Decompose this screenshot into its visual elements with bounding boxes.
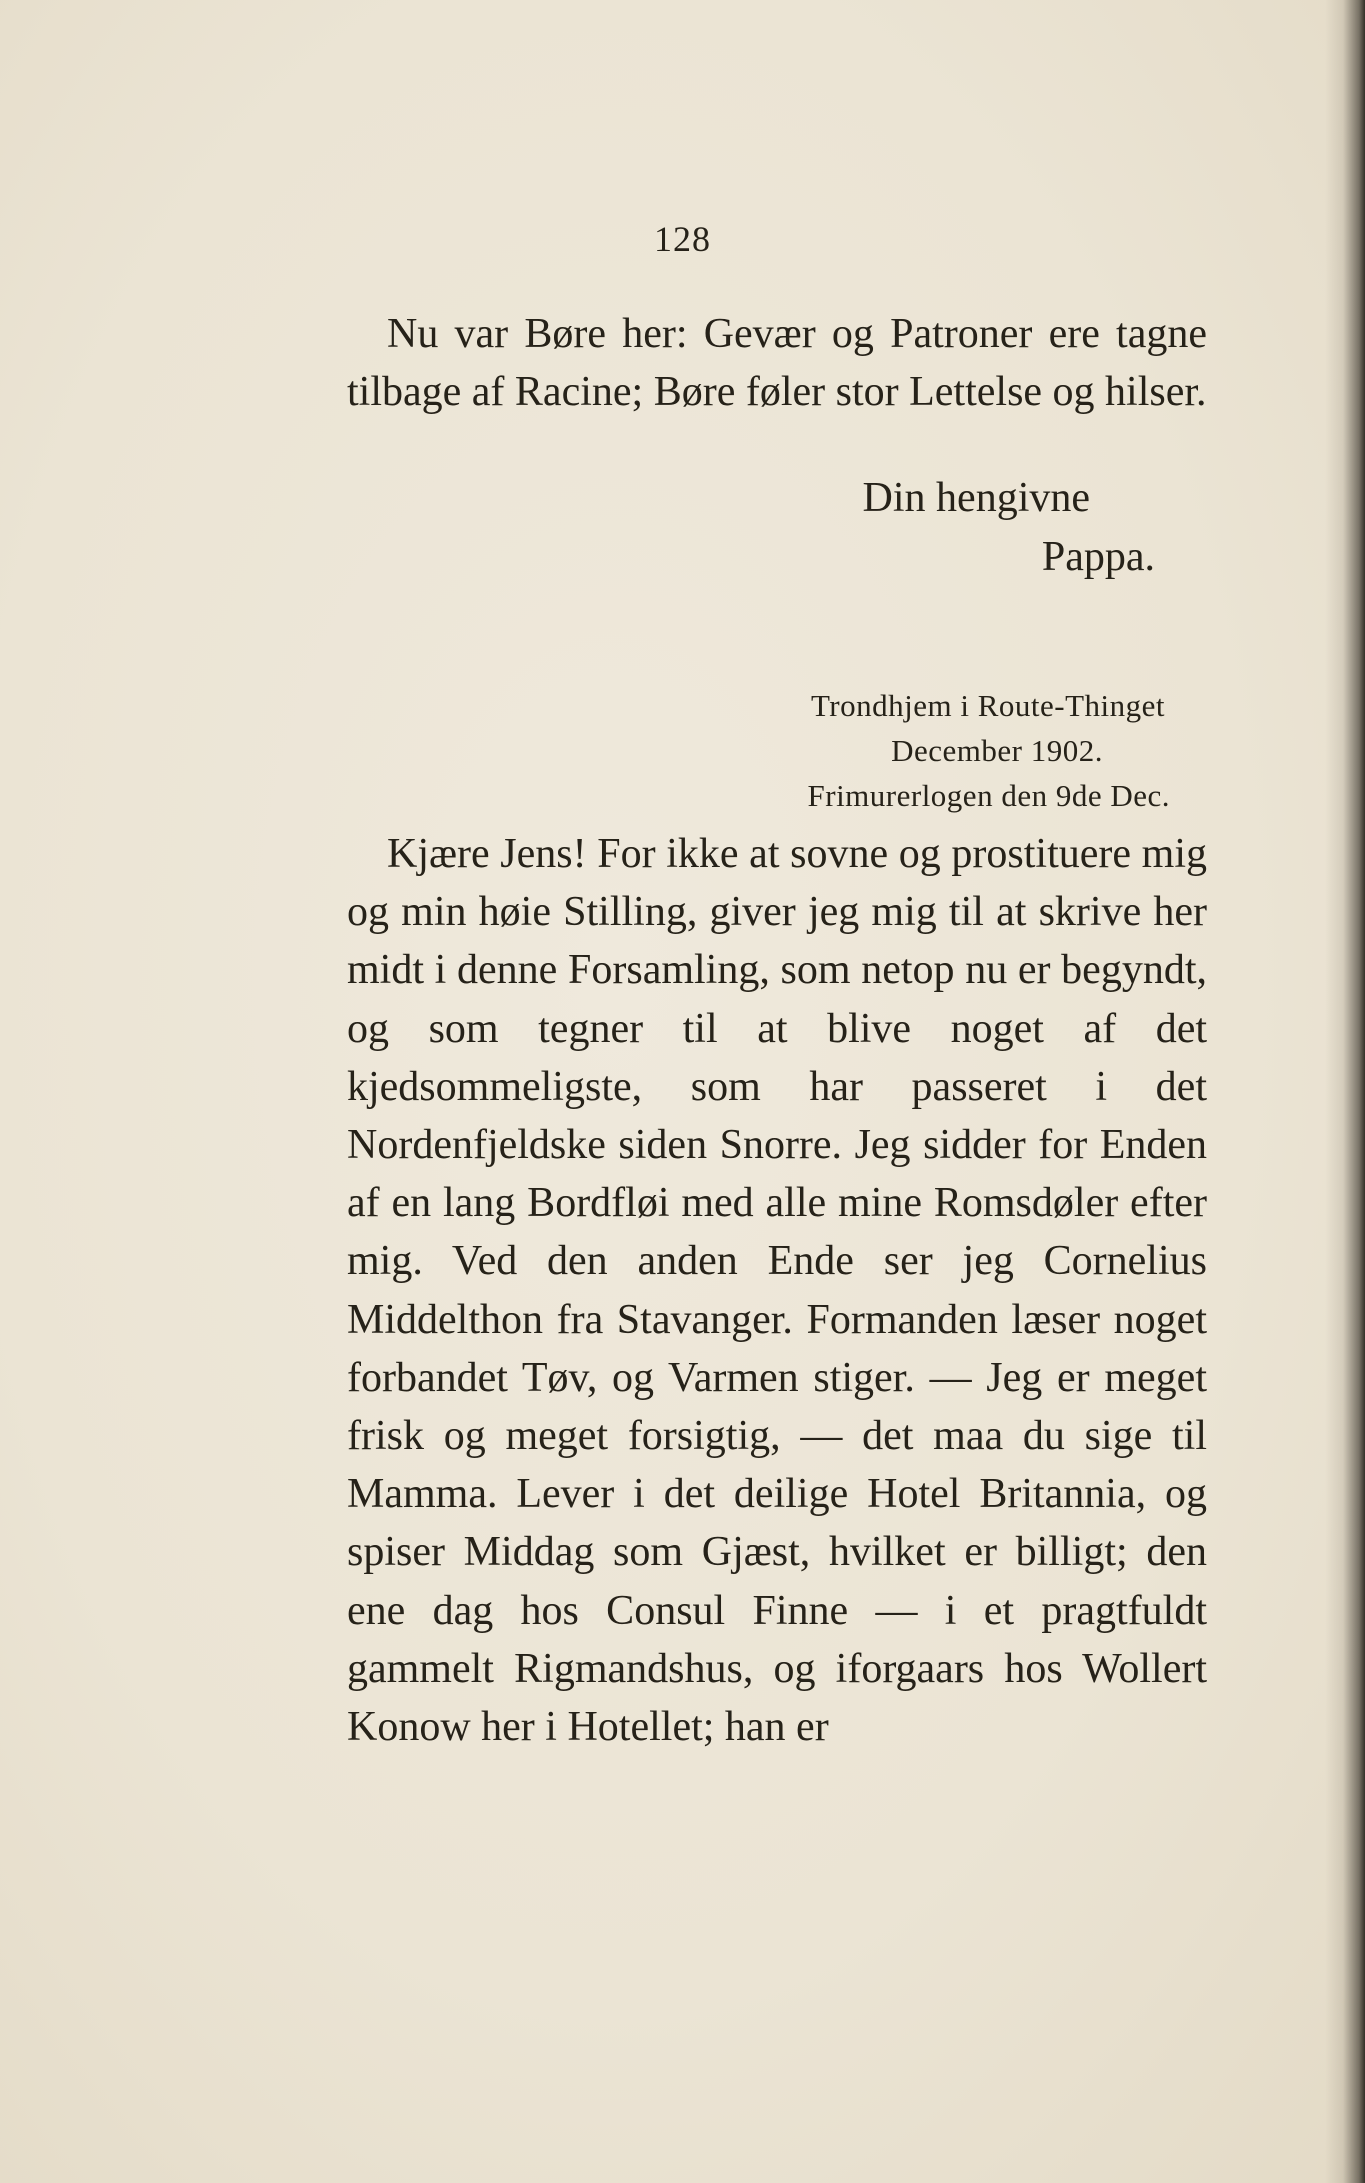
letter-body-block (347, 825, 1207, 1756)
opening-paragraph-block (347, 305, 1207, 421)
dateline-venue: Frimurerlogen den 9de Dec. (807, 778, 1170, 813)
dateline-date: December 1902. (891, 733, 1103, 768)
letter-closing: Din hengivne (862, 475, 1090, 521)
letter-paragraph: Kjære Jens! For ikke at sovne og prostituere mig og min høie Stilling, giver jeg mig til at skrive her midt i denne Forsamling, som netop nu er begyndt, og som tegner til at blive noget af det kjedsommeligste, som har passeret i det Nordenfjeldske siden Snorre. Jeg sidder for Enden af en lang Bordfløi med alle mine Romsdøler efter mig. Ved den anden Ende ser jeg Cornelius Middelthon fra Stavanger. Formanden læser noget forbandet Tøv, og Varmen stiger. — Jeg er meget frisk og meget forsigtig, — det maa du sige til Mamma. Lever i det deilige Hotel Britannia, og spiser Middag som Gjæst, hvilket er billigt; den ene dag hos Consul Finne — i et pragtfuldt gammelt Rigmandshus, og iforgaars hos Wollert Konow her i Hotellet; han er (347, 831, 1207, 1751)
letter-signature: Pappa. (1041, 534, 1155, 580)
page-edge-shadow (1325, 0, 1365, 2183)
dateline-place: Trondhjem i Route-Thinget (810, 688, 1165, 723)
opening-paragraph: Nu var Børe her: Gevær og Patroner ere tagne tilbage af Racine; Børe føler stor Lettelse og hilser. (347, 311, 1207, 416)
page-number: 128 (654, 219, 711, 259)
